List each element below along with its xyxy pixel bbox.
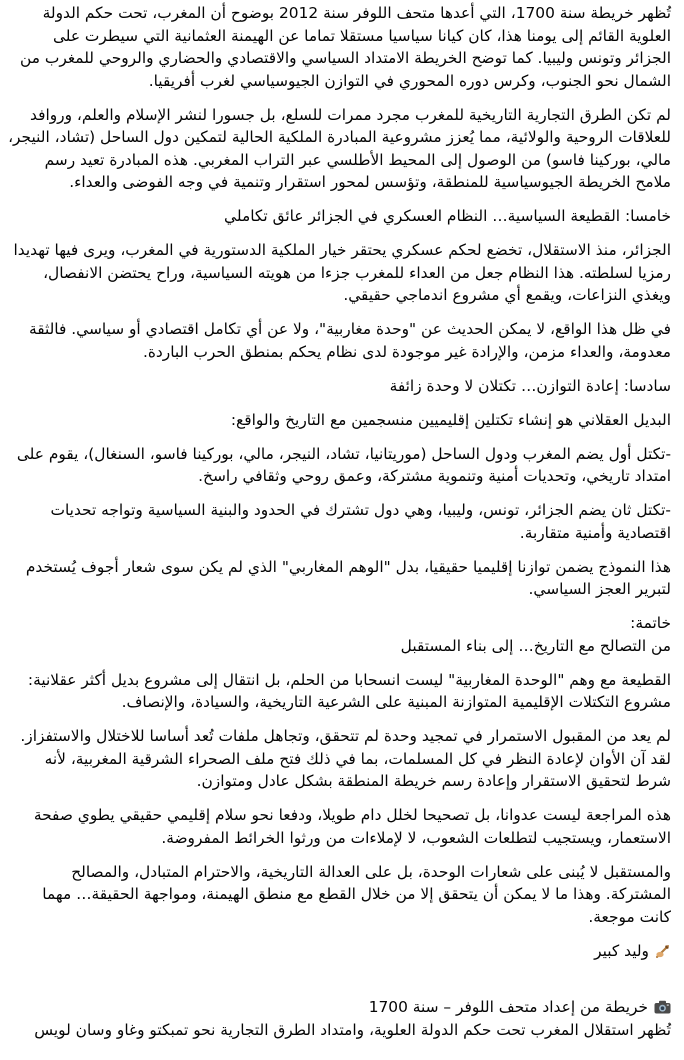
- camera-icon: [654, 1000, 671, 1014]
- post-body: [0, 2, 684, 1041]
- section-heading-5: خامسا: القطيعة السياسية… النظام العسكري في الجزائر عائق تكاملي: [224, 207, 671, 225]
- caption-title-text: خريطة من إعداد متحف اللوفر – سنة 1700: [368, 998, 648, 1016]
- paragraph-intro-map-1700: تُظهر خريطة سنة 1700، التي أعدها متحف اللوفر سنة 2012 بوضوح أن المغرب، تحت حكم الدولة العلوية القائم إلى يومنا هذا، كان كيانا سياسيا مستقلا تماما عن الهيمنة العثمانية التي سيطرت على الجزائر وتونس وليبيا. كما توضح الخريطة الامتداد السياسي والاقتصادي والحضاري والروحي للمغرب من الشمال نحو الجنوب، وكرس دوره المحوري في التوازن الجيوسياسي لغرب أفريقيا.: [20, 4, 671, 90]
- paragraph-future: والمستقبل لا يُبنى على شعارات الوحدة، بل على العدالة التاريخية، والاحترام المتبادل، والمصالح المشتركة. وهذا ما لا يمكن أن يتحقق إلا من خلال القطع مع منطق الهيمنة، ومواجهة الحقيقة… مهما كانت موجعة.: [42, 862, 671, 926]
- paragraph-model-balance: هذا النموذج يضمن توازنا إقليميا حقيقيا، بدل "الوهم المغاربي" الذي لم يكن سوى شعار أجوف يُستخدم لتبرير العجز السياسي.: [25, 557, 671, 598]
- author-signature: [8, 940, 671, 963]
- paragraph-alternative: البديل العقلاني هو إنشاء تكتلين إقليميين منسجمين مع التاريخ والواقع:: [230, 410, 671, 429]
- caption-description: تُظهر استقلال المغرب تحت حكم الدولة العلوية، وامتداد الطرق التجارية نحو تمبكتو وغاو وسان لويس: [34, 1020, 671, 1039]
- paragraph-rupture: القطيعة مع وهم "الوحدة المغاربية" ليست انسحابا من الحلم، بل انتقال إلى مشروع بديل أكثر عقلانية: مشروع التكتلات الإقليمية المتوازنة المبنية على الشرعية التاريخية، والسيادة، والإنصاف.: [27, 670, 671, 711]
- author-name[interactable]: وليد كبير: [594, 941, 649, 960]
- paragraph-eastern-sahara: لم يعد من المقبول الاستمرار في تمجيد وحدة لم تتحقق، وتجاهل ملفات تُعد أساسا للاختلال والاستفزاز. لقد آن الأوان لإعادة النظر في كل المسلمات، بما في ذلك فتح ملف الصحراء الشرقية المغربية، لأنه شرط لتحقيق الاستقرار وإعادة رسم خريطة المنطقة بشكل عادل ومتوازن.: [20, 727, 671, 790]
- list-item-bloc-1: -تكتل أول يضم المغرب ودول الساحل (موريتانيا، تشاد، النيجر، مالي، بوركينا فاسو، السنغال)، يقوم على امتداد تاريخي، وتحديات أمنية وتنموية مشتركة، وعمق روحي وثقافي راسخ.: [16, 444, 671, 485]
- writing-hand-icon: [655, 943, 671, 959]
- section-heading-6: سادسا: إعادة التوازن… تكتلان لا وحدة زائفة: [389, 376, 671, 395]
- image-caption: [8, 996, 671, 1041]
- caption-title: [8, 996, 671, 1019]
- paragraph-review: هذه المراجعة ليست عدوانا، بل تصحيحا لخلل دام طويلا، ودفعا نحو سلام إقليمي حقيقي يطوي صفحة الاستعمار، ويستجيب لتطلعات الشعوب، لا لإملاءات من ورثوا الخرائط المفروضة.: [33, 806, 671, 847]
- paragraph-no-maghreb-unity: في ظل هذا الواقع، لا يمكن الحديث عن "وحدة مغاربية"، ولا عن أي تكامل اقتصادي أو سياسي. فالثقة معدومة، والعداء مزمن، والإرادة غير موجودة لدى نظام يحكم بمنطق الحرب الباردة.: [28, 320, 671, 361]
- paragraph-trade-routes: لم تكن الطرق التجارية التاريخية للمغرب مجرد ممرات للسلع، بل جسورا لنشر الإسلام والعلم، وروافد للعلاقات الروحية والولائية، مما يُعزز مشروعية المبادرة الملكية الحالية لتمكين دول الساحل (تشاد، النيجر، مالي، بوركينا فاسو) من الوصول إلى المحيط الأطلسي عبر التراب المغربي. هذه المبادرة تعيد رسم ملامح الخريطة الجيوسياسية للمنطقة، وتؤسس لمحور استقرار وتنمية في وجه الفوضى والعداء.: [8, 105, 671, 191]
- list-item-bloc-2: -تكتل ثان يضم الجزائر، تونس، وليبيا، وهي دول تشترك في الحدود والبنية السياسية وتواجه تحديات اقتصادية وأمنية متقاربة.: [50, 501, 671, 542]
- conclusion-heading: خاتمة: من التصالح مع التاريخ… إلى بناء المستقبل: [400, 614, 671, 655]
- paragraph-algeria-regime: الجزائر، منذ الاستقلال، تخضع لحكم عسكري يحتقر خيار الملكية الدستورية في المغرب، ويرى فيها تهديدا رمزيا لسلطته. هذا النظام جعل من العداء للمغرب جزءا من هويته السياسية، وراح يحتضن الانفصال، ويغذي النزاعات، ويقمع أي مشروع اندماجي حقيقي.: [13, 241, 671, 304]
